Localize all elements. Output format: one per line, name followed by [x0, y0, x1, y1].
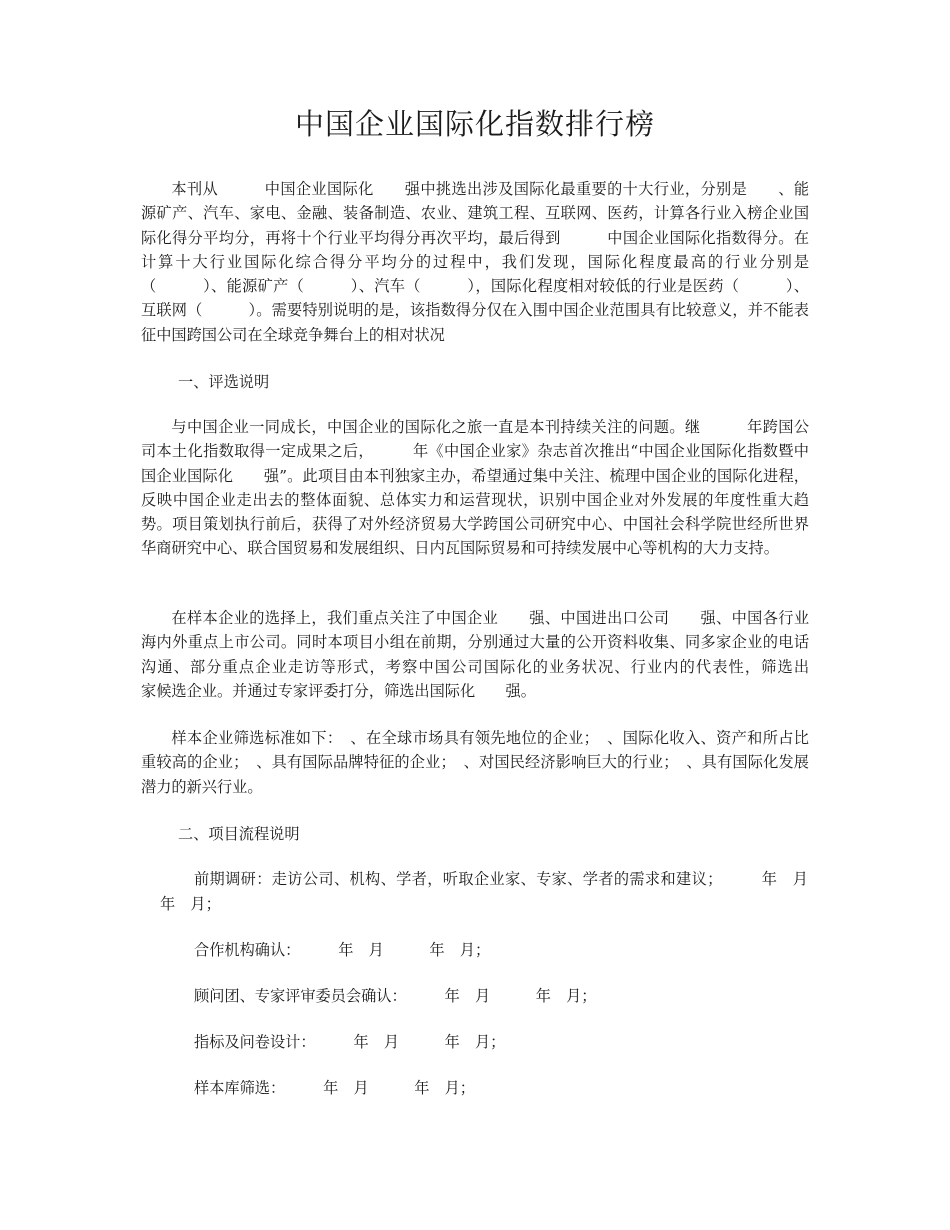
process-step-partner: 合作机构确认： 年 月 年 月； [194, 941, 491, 959]
selection-paragraph-2: 在样本企业的选择上，我们重点关注了中国企业 强、中国进出口公司 强、中国各行业海内外重点上市公司。同时本项目小组在前期，分别通过大量的公开资料收集、同多家企业的电话沟通、部分重点企业走访等形式，考察中国公司国际化的业务状况、行业内的代表性，筛选出 家候选企业。并通过专家评委打分，筛选出国际化 强。 [141, 609, 840, 700]
section-heading-selection: 一、评选说明 [178, 373, 270, 391]
process-step-committee: 顾问团、专家评审委员会确认： 年 月 年 月； [194, 987, 597, 1005]
page-title: 中国企业国际化指数排行榜 [294, 107, 655, 141]
process-step-indicators: 指标及问卷设计： 年 月 年 月； [194, 1033, 506, 1051]
process-step-sample: 样本库筛选： 年 月 年 月； [194, 1079, 475, 1097]
selection-paragraph-1: 与中国企业一同成长，中国企业的国际化之旅一直是本刊持续关注的问题。继 年跨国公司本土化指数取得一定成果之后， 年《中国企业家》杂志首次推出“中国企业国际化指数暨中国企业国际化 强”。此项目由本刊独家主办，希望通过集中关注、梳理中国企业的国际化进程，反映中国企业走出去的整体面貌、总体实力和运营现状，识别中国企业对外发展的年度性重大趋势。项目策划执行前后，获得了对外经济贸易大学跨国公司研究中心、中国社会科学院世经所世界华商研究中心、联合国贸易和发展组织、日内瓦国际贸易和可持续发展中心等机构的大力支持。 [141, 418, 809, 558]
section-heading-process: 二、项目流程说明 [178, 825, 300, 843]
selection-criteria-paragraph: 样本企业筛选标准如下： 、在全球市场具有领先地位的企业； 、国际化收入、资产和所占比重较高的企业； 、具有国际品牌特征的企业； 、对国民经济影响巨大的行业； 、具有国际化发展潜力的新兴行业。 [141, 729, 809, 796]
process-step-research: 前期调研：走访公司、机构、学者，听取企业家、专家、学者的需求和建议； 年 月 年 月； [160, 870, 854, 913]
intro-paragraph: 本刊从 中国企业国际化 强中挑选出涉及国际化最重要的十大行业，分别是 、能源矿产、汽车、家电、金融、装备制造、农业、建筑工程、互联网、医药，计算各行业入榜企业国际化得分平均分，再将十个行业平均得分再次平均，最后得到 中国企业国际化指数得分。在计算十大行业国际化综合得分平均分的过程中，我们发现，国际化程度最高的行业分别是 （ ）、能源矿产（ ）、汽车（ ），国际化程度相对较低的行业是医药（ ）、互联网（ ）。需要特别说明的是，该指数得分仅在入围中国企业范围具有比较意义，并不能表征中国跨国公司在全球竞争舞台上的相对状况 [141, 180, 825, 344]
